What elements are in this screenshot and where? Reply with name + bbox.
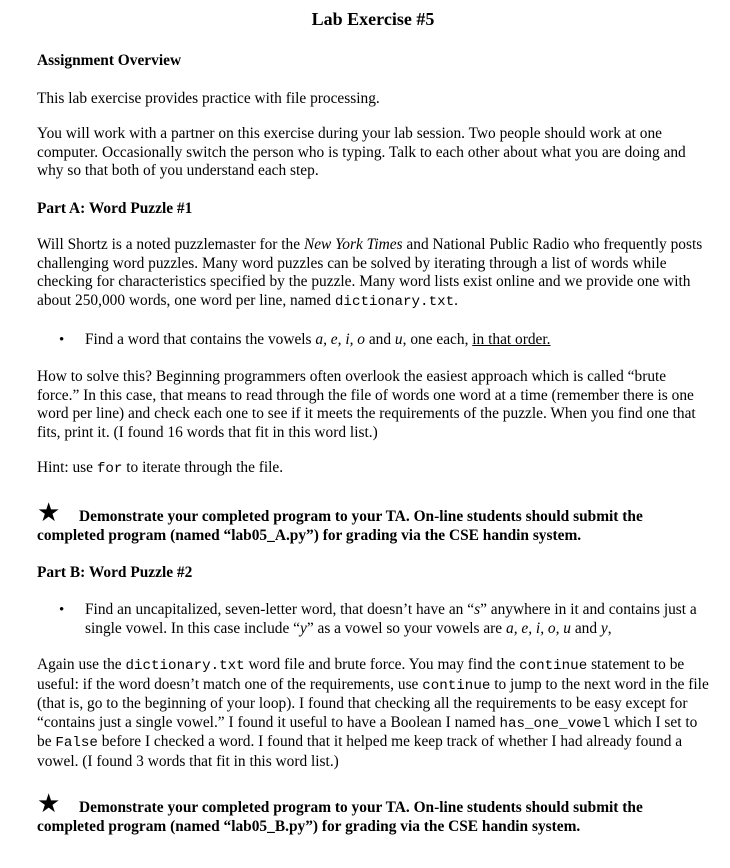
part-b-demo bbox=[37, 791, 709, 837]
bullet-icon: • bbox=[59, 332, 65, 348]
part-b-bullet-text: Find an uncapitalized, seven-letter word, that doesn’t have an “s” anywhere in it and contains just a single vowel. In this case include “y” as a vowel so your vowels are a, e, i, o, u and y, bbox=[85, 601, 697, 637]
part-a-demo-text: Demonstrate your completed program to your TA. On-line students should submit the completed program (named “lab05_A.py”) for grading via the CSE handin system. bbox=[37, 508, 643, 544]
part-b-body: Again use the dictionary.txt word file and brute force. You may find the continue statement to be useful: if the word doesn’t match one of the requirements, use continue to jump to the next word in the file (that is, go to the beginning of your loop). I found that checking all the requirements to be easy except for “contains just a single vowel.” I found it useful to have a Boolean I named has_one_vowel which I set to be False before I checked a word. I found that it helped me keep track of whether I had already found a vowel. (I found 3 words that fit in this word list.) bbox=[37, 656, 709, 770]
part-a-bullet-text: Find a word that contains the vowels a, e, i, o and u, one each, in that order. bbox=[85, 331, 551, 348]
part-a-hint: Hint: use for to iterate through the file. bbox=[37, 459, 284, 477]
overview-heading: Assignment Overview bbox=[37, 52, 182, 69]
part-a-intro: Will Shortz is a noted puzzlemaster for the New York Times and National Public Radio who frequently posts challenging word puzzles. Many word puzzles can be solved by iterating through a list of words while checking for characteristics specified by the puzzle. Many word lists exist online and we provide one with about 250,000 words, one word per line, named dictionary.txt. bbox=[37, 236, 703, 310]
overview-paragraph-2: You will work with a partner on this exercise during your lab session. Two people should work at one computer. Occasionally switch the person who is typing. Talk to each other about what you are doing and why so that both of you understand each step. bbox=[37, 125, 686, 180]
bullet-icon: • bbox=[59, 602, 65, 618]
part-a-heading: Part A: Word Puzzle #1 bbox=[37, 200, 193, 217]
star-icon: ★ bbox=[37, 789, 61, 818]
page-title: Lab Exercise #5 bbox=[311, 9, 435, 29]
overview-paragraph-1: This lab exercise provides practice with file processing. bbox=[37, 90, 380, 107]
star-icon: ★ bbox=[37, 498, 61, 527]
part-b-demo-text: Demonstrate your completed program to your TA. On-line students should submit the completed program (named “lab05_B.py”) for grading via the CSE handin system. bbox=[37, 799, 643, 835]
part-a-demo bbox=[37, 500, 709, 546]
part-b-bullet bbox=[37, 601, 709, 641]
part-b-heading: Part B: Word Puzzle #2 bbox=[37, 564, 193, 581]
part-a-bullet bbox=[37, 331, 709, 351]
part-a-solve-paragraph: How to solve this? Beginning programmers often overlook the easiest approach which is called “brute force.” In this case, that means to read through the file of words one word at a time (remember there is one word per line) and check each one to see if it meets the requirements of the puzzle. When you find one that fits, print it. (I found 16 words that fit in this word list.) bbox=[37, 368, 696, 441]
